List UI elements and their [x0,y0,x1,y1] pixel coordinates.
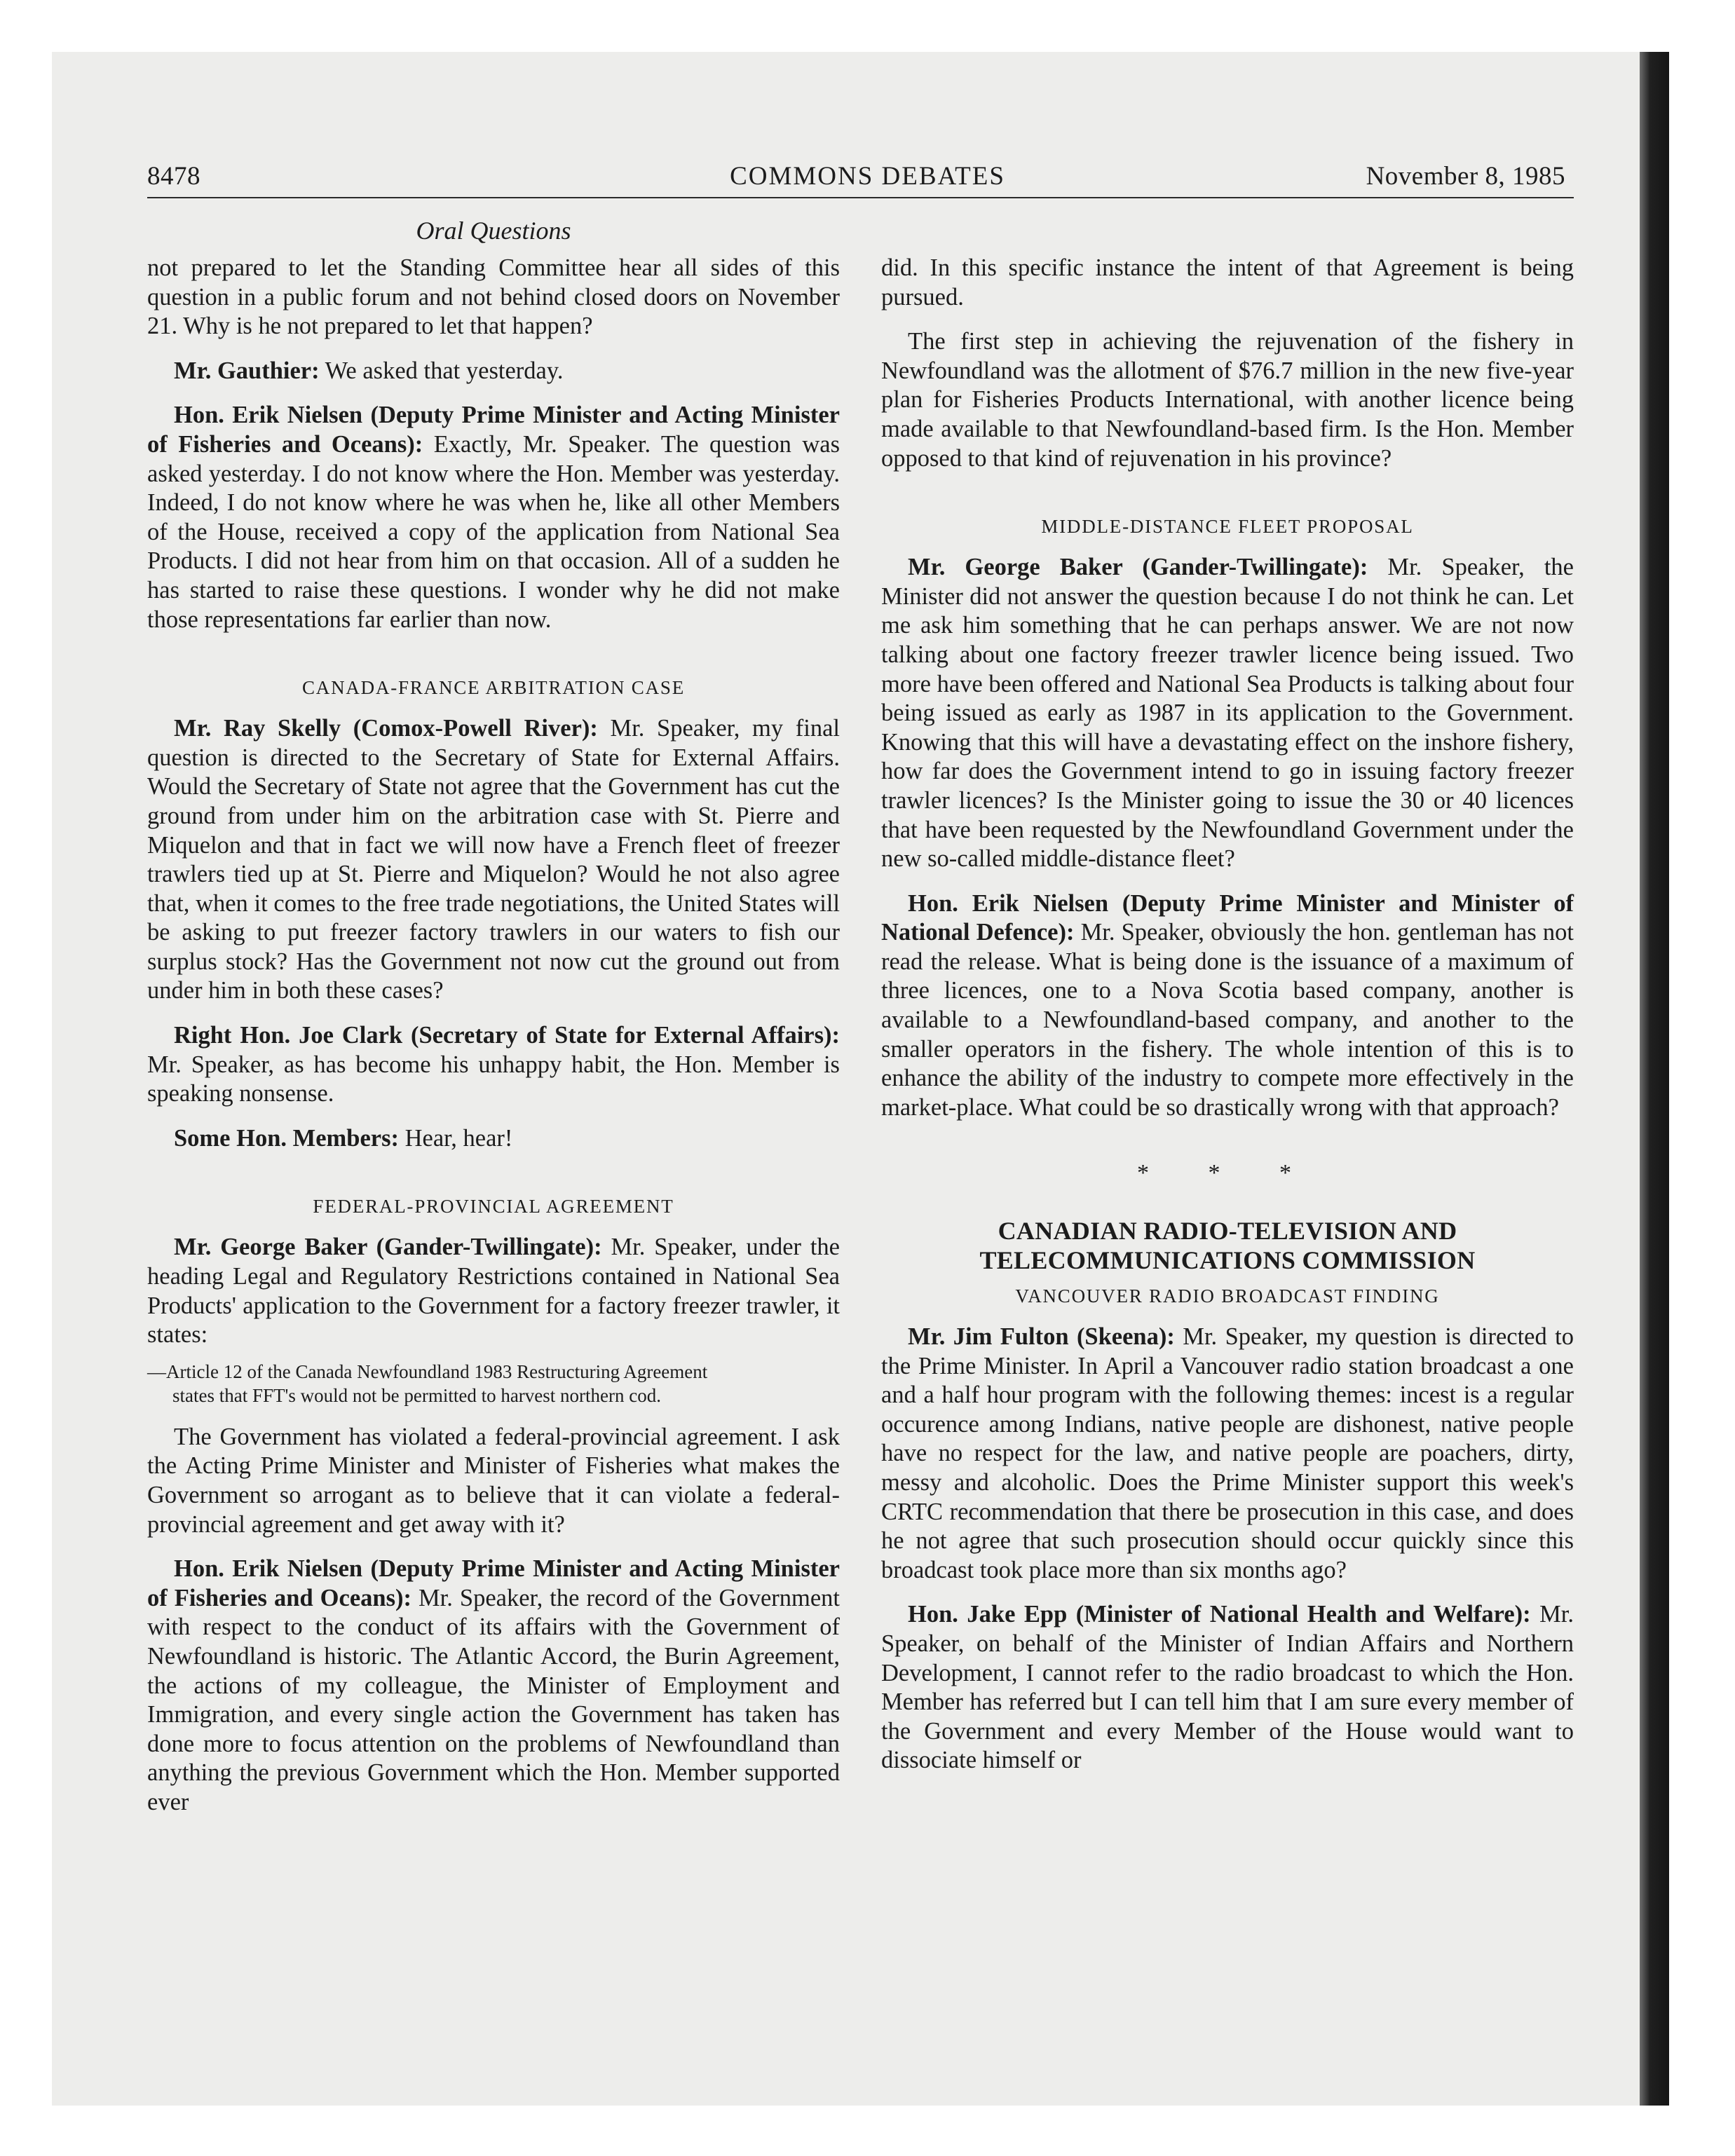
left-column [147,254,840,1833]
section-label: Oral Questions [416,217,571,245]
subject-heading: VANCOUVER RADIO BROADCAST FINDING [1015,1285,1440,1307]
page-edge-shadow [1640,52,1669,2106]
paragraph [147,714,840,1006]
speech-text: Mr. Speaker, the record of the Government with respect to the conduct of its affairs with the Government of Newfoundland is historic. The Atlantic Accord, the Burin Agreement, the actions of my colleague, the Minister of Employment and Immigration, and every single action the Government has taken has done more to focus attention on the problems of Newfoundland than anything the previous Government which the Hon. Member supported ever [147,1584,840,1815]
paragraph [881,1600,1574,1775]
section-heading-line: CANADIAN RADIO-TELEVISION AND [998,1217,1457,1246]
paragraph [881,1323,1574,1585]
speaker-name: Mr. Ray Skelly (Comox-Powell River): [174,715,598,742]
speech-text: We asked that yesterday. [319,357,564,384]
subject-heading: FEDERAL-PROVINCIAL AGREEMENT [313,1196,674,1217]
right-column [881,254,1574,1791]
section-break-stars: * * * [1137,1160,1318,1187]
speaker-name: Hon. Jake Epp (Minister of National Health and Welfare): [908,1601,1531,1628]
speech-text: Mr. Speaker, under the heading Legal and Regulatory Restrictions contained in National Sea Products' application to the Government for a factory freezer trawler, it states: [147,1234,840,1349]
paragraph [881,553,1574,874]
paragraph [881,889,1574,1123]
speech-text: Mr. Speaker, on behalf of the Minister of Indian Affairs and Northern Development, I cannot refer to the radio broadcast to which the Hon. Member has referred but I can tell him that I am sure every member of the Government and every Member of the House would want to dissociate himself or [881,1601,1574,1774]
speaker-name: Right Hon. Joe Clark (Secretary of State for External Affairs): [174,1022,840,1049]
paragraph [147,357,840,386]
speaker-name: Mr. George Baker (Gander-Twillingate): [908,554,1368,581]
paragraph [147,1021,840,1109]
quote-line: states that FFT's would not be permitted to harvest northern cod. [172,1384,661,1406]
subject-heading: CANADA-FRANCE ARBITRATION CASE [301,677,686,699]
quote-line: —Article 12 of the Canada Newfoundland 1983 Restructuring Agreement [147,1360,708,1382]
paragraph [147,1124,840,1154]
speech-text: Mr. Speaker, my final question is directed to the Secretary of State for External Affairs. Would the Secretary of State not agree that the Government has cut the ground from under him on the arbitration case with St. Pierre and Miquelon and that in fact we will now have a French fleet of freezer trawlers tied up at St. Pierre and Miquelon? Would he not also agree that, when it comes to the free trade negotiations, the United States will be asking to put freezer factory trawlers in our waters to fish our surplus stock? Has the Government not now cut the ground out from under him in both these cases? [147,715,840,1004]
section-heading-line: TELECOMMUNICATIONS COMMISSION [979,1246,1476,1275]
speech-text: Mr. Speaker, the Minister did not answer the question because I do not think he can. Let me ask him something that he can perhaps answer. We are not now talking about one factory freezer trawler licence being issued. Two more have been offered and National Sea Products is talking about four being issued as early as 1987 in its application to the Government. Knowing that this will have a devastating effect on the inshore fishery, how far does the Government intend to go in issuing factory freezer trawler licences? Is the Minister going to issue the 30 or 40 licences that have been requested by the Newfoundland Government under the new so-called middle-distance fleet? [881,554,1574,873]
speaker-name: Some Hon. Members: [174,1124,399,1152]
paragraph: not prepared to let the Standing Committee hear all sides of this question in a public forum and not behind closed doors on November 21. Why is he not prepared to let that happen? [147,254,840,340]
paragraph: did. In this specific instance the intent of that Agreement is being pursued. [881,254,1574,311]
speech-text: Mr. Speaker, obviously the hon. gentleman has not read the release. What is being done is the issuance of a maximum of three licences, one to a Nova Scotia based company, another is available to a Newfoundland-based company, and another to the smaller operators in the fishery. The whole intention of this is to enhance the ability of the industry to compete more effectively in the market-place. What could be so drastically wrong with that approach? [881,919,1574,1121]
speech-text: Mr. Speaker, my question is directed to the Prime Minister. In April a Vancouver radio station broadcast a one and a half hour program with the following themes: incest is a regular occurence among Indians, native people are dishonest, native people have no respect for the law, and native people are poachers, dirty, messy and alcoholic. Does the Prime Minister support this week's CRTC recommendation that there be prosecution in this case, and does he not agree that such prosecution should occur quickly since this broadcast took place more than six months ago? [881,1323,1574,1583]
section-heading [881,1216,1574,1275]
paragraph [147,1555,840,1817]
speaker-name: Hon. Erik Nielsen (Deputy Prime Minister and Acting Minister of Fisheries and Oceans): [147,402,840,458]
speech-text: Mr. Speaker, as has become his unhappy habit, the Hon. Member is speaking nonsense. [147,1051,840,1107]
speaker-name: Mr. Jim Fulton (Skeena): [908,1323,1175,1351]
subject-heading: MIDDLE-DISTANCE FLEET PROPOSAL [1041,516,1414,538]
speech-text: Hear, hear! [398,1124,513,1152]
speaker-name: Mr. George Baker (Gander-Twillingate): [174,1234,602,1261]
paragraph: The first step in achieving the rejuvenation of the fishery in Newfoundland was the allotment of $76.7 million in the new five-year plan for Fisheries Products International, with another licence being made available to that Newfoundland-based firm. Is the Hon. Member opposed to that kind of rejuvenation in his province? [881,328,1574,472]
speaker-name: Hon. Erik Nielsen (Deputy Prime Minister and Acting Minister of Fisheries and Oceans): [147,1555,840,1611]
running-title: COMMONS DEBATES [730,162,1005,191]
speech-text: Exactly, Mr. Speaker. The question was asked yesterday. I do not know where the Hon. Member was yesterday. Indeed, I do not know where he was when he, like all other Members of the House, received a copy of the application from National Sea Products. I did not hear from him on that occasion. All of a sudden he has started to raise these questions. I wonder why he did not make those representations far earlier than now. [147,430,841,633]
block-quote [147,1360,840,1407]
speaker-name: Mr. Gauthier: [174,357,320,384]
page-number: 8478 [147,162,200,191]
speaker-name: Hon. Erik Nielsen (Deputy Prime Minister and Minister of National Defence): [881,889,1574,946]
paragraph [147,1233,840,1349]
header-rule [147,197,1574,198]
page-date: November 8, 1985 [1366,162,1565,191]
paragraph [147,401,840,634]
paragraph: The Government has violated a federal-provincial agreement. I ask the Acting Prime Minister and Minister of Fisheries what makes the Government so arrogant as to believe that it can violate a federal-provincial agreement and get away with it? [147,1423,840,1538]
